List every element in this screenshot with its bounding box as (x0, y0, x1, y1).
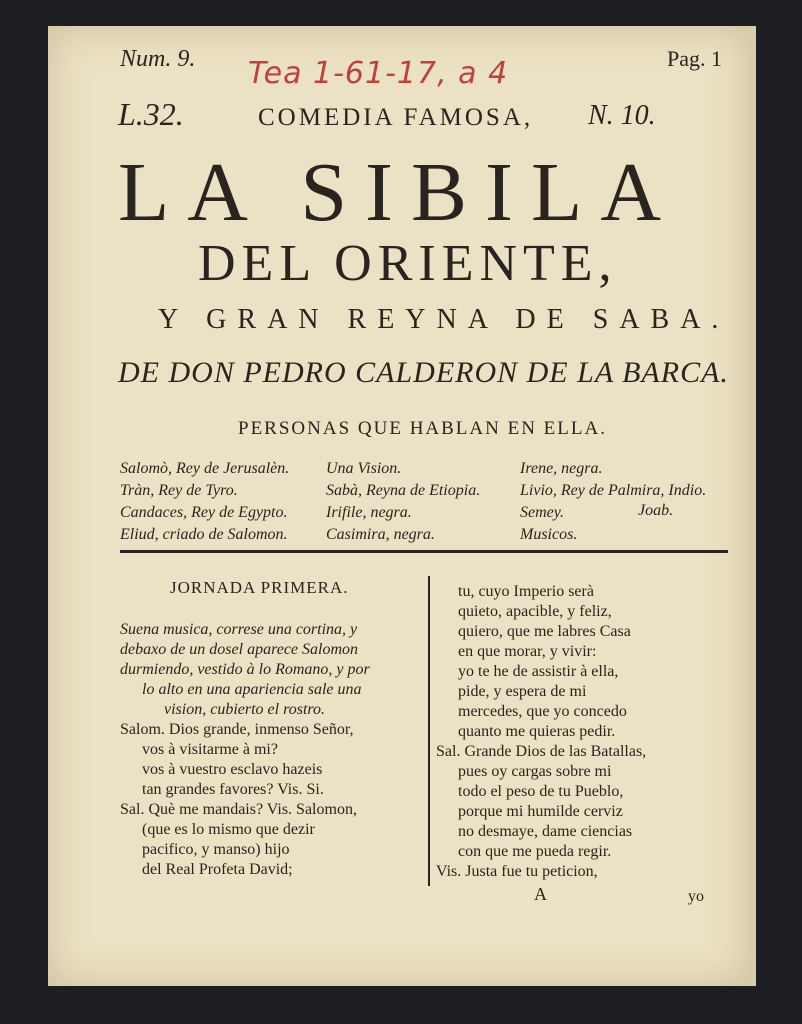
text-line: quieto, apacible, y feliz, (458, 603, 612, 620)
cast-column-1 (120, 458, 289, 546)
text-line: lo alto en una apariencia sale una (142, 681, 362, 698)
text-line: (que es lo mismo que dezir (142, 821, 315, 838)
cast-entry: Sabà, Reyna de Etiopia. (326, 482, 481, 499)
author-line: DE DON PEDRO CALDERON DE LA BARCA. (118, 356, 729, 389)
cast-entry: Tràn, Rey de Tyro. (120, 482, 238, 499)
text-line: debaxo de un dosel aparece Salomon (120, 641, 359, 658)
cast-entry: Livio, Rey de Palmira, Indio. (520, 482, 707, 499)
cast-entry: Irene, negra. (520, 460, 603, 477)
text-line: Sal. Grande Dios de las Batallas, (436, 743, 647, 760)
page-number: Pag. 1 (667, 46, 722, 71)
jornada-heading: JORNADA PRIMERA. (170, 578, 349, 597)
title-line-1: LA SIBILA (118, 146, 679, 239)
cast-entry: Musicos. (520, 526, 578, 543)
cast-entry: Una Vision. (326, 460, 402, 477)
text-line: no desmaye, dame ciencias (458, 823, 633, 840)
text-line: quiero, que me labres Casa (458, 623, 631, 640)
text-line: vos à vuestro esclavo hazeis (142, 761, 323, 778)
text-line: pacifico, y manso) hijo (142, 841, 290, 858)
text-line: pide, y espera de mi (458, 683, 587, 700)
book-page (48, 26, 756, 986)
title-line-2: DEL ORIENTE, (198, 235, 618, 292)
text-line: Vis. Justa fue tu peticion, (436, 863, 598, 880)
text-line: durmiendo, vestido à lo Romano, y por (120, 661, 370, 678)
text-line: yo te he de assistir à ella, (458, 663, 619, 680)
text-line: todo el peso de tu Pueblo, (458, 783, 624, 800)
text-line: en que morar, y vivir: (458, 643, 597, 660)
left-text-column (120, 620, 370, 880)
cast-column-2 (326, 458, 480, 546)
text-line: con que me pueda regir. (458, 843, 612, 860)
cast-entry-joab: Joab. (638, 502, 674, 519)
horizontal-rule (120, 550, 728, 553)
cast-entry: Casimira, negra. (326, 526, 435, 543)
signature-mark: A (534, 884, 547, 904)
cast-column-3 (520, 458, 706, 546)
text-line: del Real Profeta David; (142, 861, 293, 878)
text-line: tan grandes favores? Vis. Si. (142, 781, 324, 798)
right-text-column (436, 582, 646, 882)
text-line: vision, cubierto el rostro. (164, 701, 326, 718)
text-line: Suena musica, correse una cortina, y (120, 621, 358, 638)
comedia-heading: COMEDIA FAMOSA, (258, 104, 534, 131)
text-line: mercedes, que yo concedo (458, 703, 627, 720)
column-divider (428, 576, 430, 886)
text-line: pues oy cargas sobre mi (458, 763, 612, 780)
cast-entry: Irifile, negra. (326, 504, 412, 521)
text-line: quanto me quieras pedir. (458, 723, 616, 740)
handwritten-note-right: N. 10. (588, 100, 656, 131)
cast-entry: Candaces, Rey de Egypto. (120, 504, 288, 521)
cast-entry: Eliud, criado de Salomon. (120, 526, 288, 543)
text-line: vos à visitarme à mi? (142, 741, 278, 758)
shelfmark-annotation: Tea 1-61-17, a 4 (248, 56, 509, 91)
cast-entry: Salomò, Rey de Jerusalèn. (120, 460, 290, 477)
handwritten-note-left: L.32. (118, 96, 184, 132)
personas-heading: PERSONAS QUE HABLAN EN ELLA. (238, 418, 607, 439)
title-line-3: Y GRAN REYNA DE SABA. (158, 304, 730, 335)
text-line: Sal. Què me mandais? Vis. Salomon, (120, 801, 357, 818)
text-line: Salom. Dios grande, inmenso Señor, (120, 721, 354, 738)
text-line: porque mi humilde cerviz (458, 803, 623, 820)
cast-entry: Semey. (520, 504, 564, 521)
number-heading: Num. 9. (120, 46, 196, 72)
catchword: yo (688, 888, 704, 905)
text-line: tu, cuyo Imperio serà (458, 583, 594, 600)
